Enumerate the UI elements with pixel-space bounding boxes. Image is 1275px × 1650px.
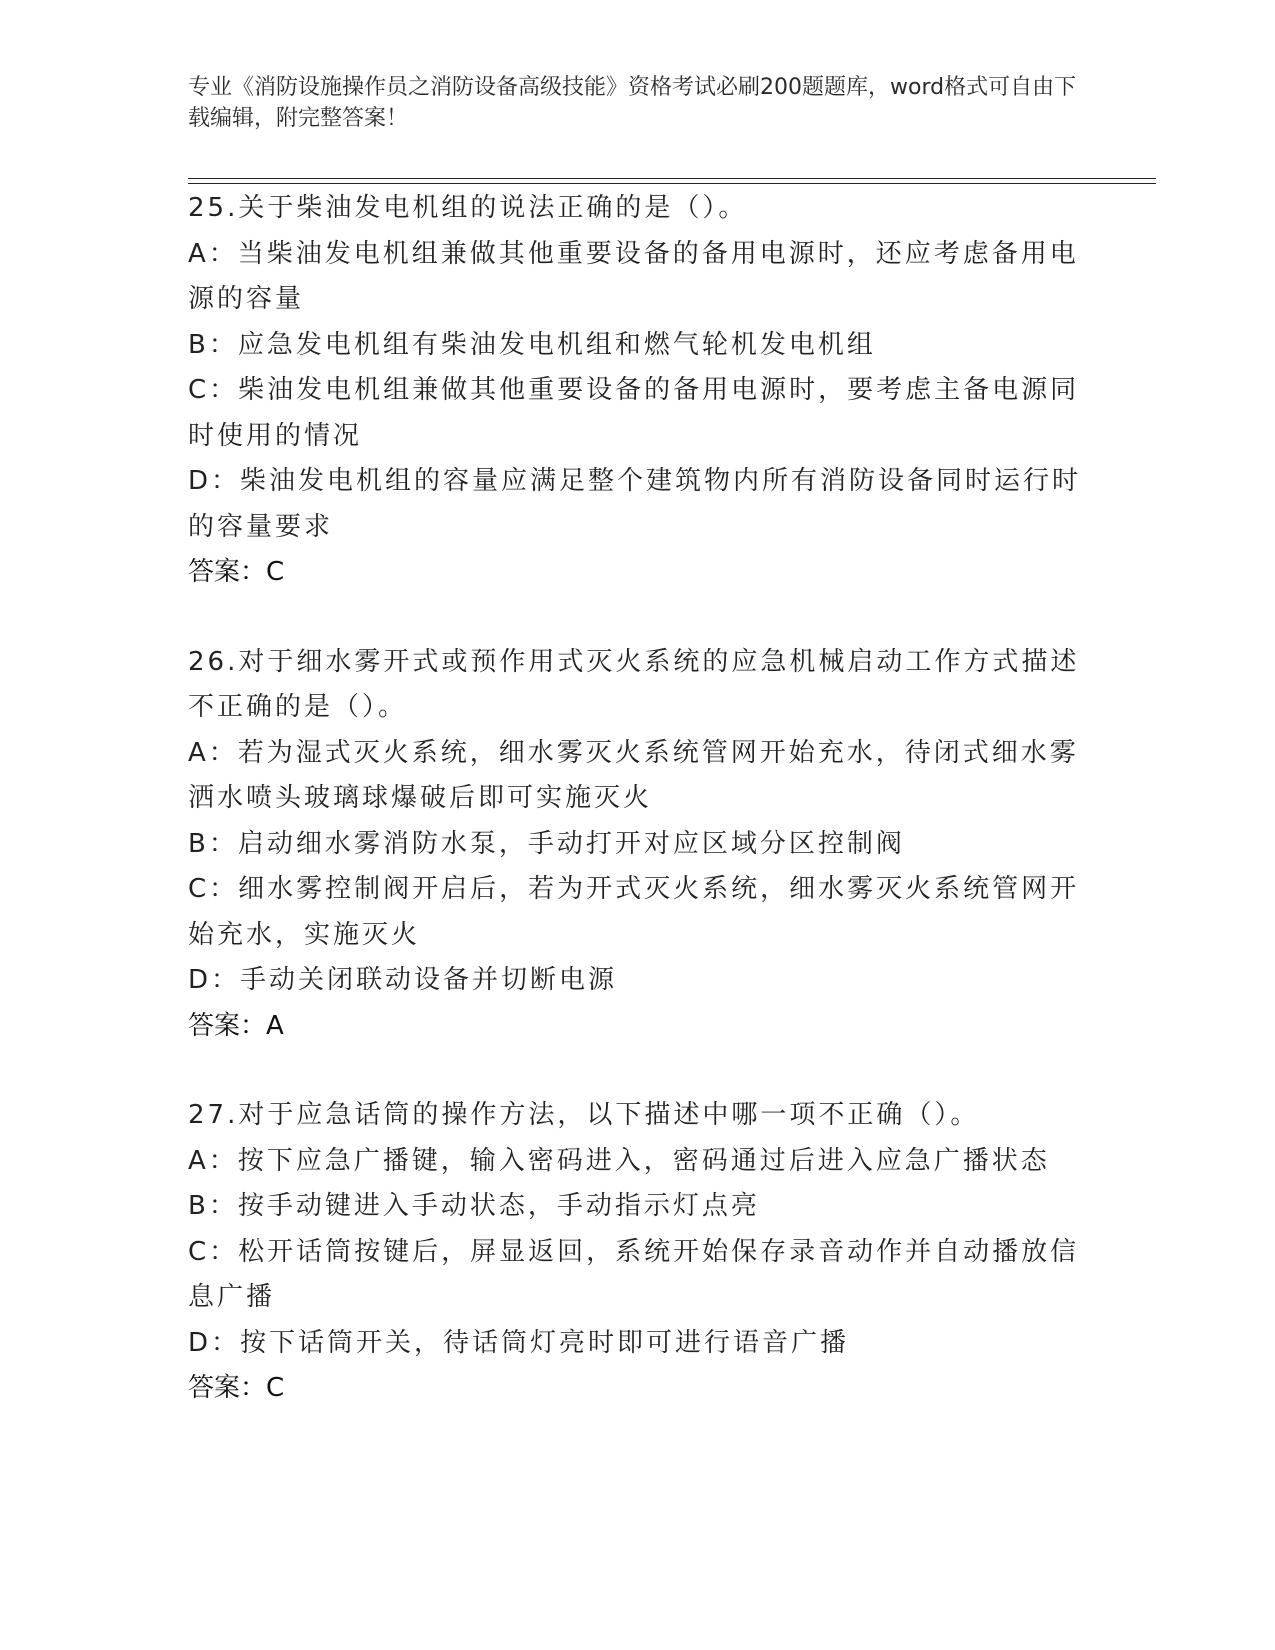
option-d: D：按下话筒开关，待话筒灯亮时即可进行语音广播 [188, 1327, 850, 1358]
question-stem: 27.对于应急话筒的操作方法，以下描述中哪一项不正确（）。 [188, 1100, 980, 1130]
question-stem: 26.对于细水雾开式或预作用式灭火系统的应急机械启动工作方式描述不正确的是（）。 [188, 646, 1080, 722]
option-b: B：按手动键进入手动状态，手动指示灯点亮 [188, 1191, 760, 1221]
answer-line [188, 550, 1088, 596]
answer-label: 答案： [188, 1373, 267, 1403]
answer-line [188, 1004, 1088, 1050]
option-c: C：松开话筒按键后，屏显返回，系统开始保存录音动作并自动播放信息广播 [188, 1236, 1080, 1312]
question-list [188, 186, 1088, 1456]
header-divider-top [188, 178, 1156, 179]
question-26 [188, 640, 1088, 1050]
option-d: D：柴油发电机组的容量应满足整个建筑物内所有消防设备同时运行时的容量要求 [188, 466, 1082, 542]
option-a: A：若为湿式灭火系统，细水雾灭火系统管网开始充水，待闭式细水雾洒水喷头玻璃球爆破后即可实施灭火 [188, 737, 1079, 813]
option-b: B：应急发电机组有柴油发电机组和燃气轮机发电机组 [188, 329, 876, 360]
answer-value: A [266, 1010, 285, 1041]
answer-line [188, 1366, 1088, 1412]
option-a: A：按下应急广播键，输入密码进入，密码通过后进入应急广播状态 [188, 1145, 1050, 1176]
answer-value: C [266, 1373, 286, 1403]
option-b: B：启动细水雾消防水泵，手动打开对应区域分区控制阀 [188, 828, 905, 859]
document-header-title: 专业《消防设施操作员之消防设备高级技能》资格考试必刷200题题库，word格式可自由下载编辑，附完整答案！ [188, 75, 1077, 131]
option-c: C：柴油发电机组兼做其他重要设备的备用电源时，要考虑主备电源同时使用的情况 [188, 375, 1080, 451]
option-a: A：当柴油发电机组兼做其他重要设备的备用电源时，还应考虑备用电源的容量 [188, 238, 1079, 314]
answer-label: 答案： [188, 557, 267, 587]
option-c: C：细水雾控制阀开启后，若为开式灭火系统，细水雾灭火系统管网开始充水，实施灭火 [188, 874, 1080, 950]
answer-label: 答案： [188, 1010, 267, 1041]
question-25 [188, 186, 1088, 596]
question-27 [188, 1093, 1088, 1412]
answer-value: C [266, 557, 286, 587]
question-stem: 25.关于柴油发电机组的说法正确的是（）。 [188, 193, 748, 223]
option-d: D：手动关闭联动设备并切断电源 [188, 965, 618, 995]
header-divider-bottom [188, 183, 1156, 184]
